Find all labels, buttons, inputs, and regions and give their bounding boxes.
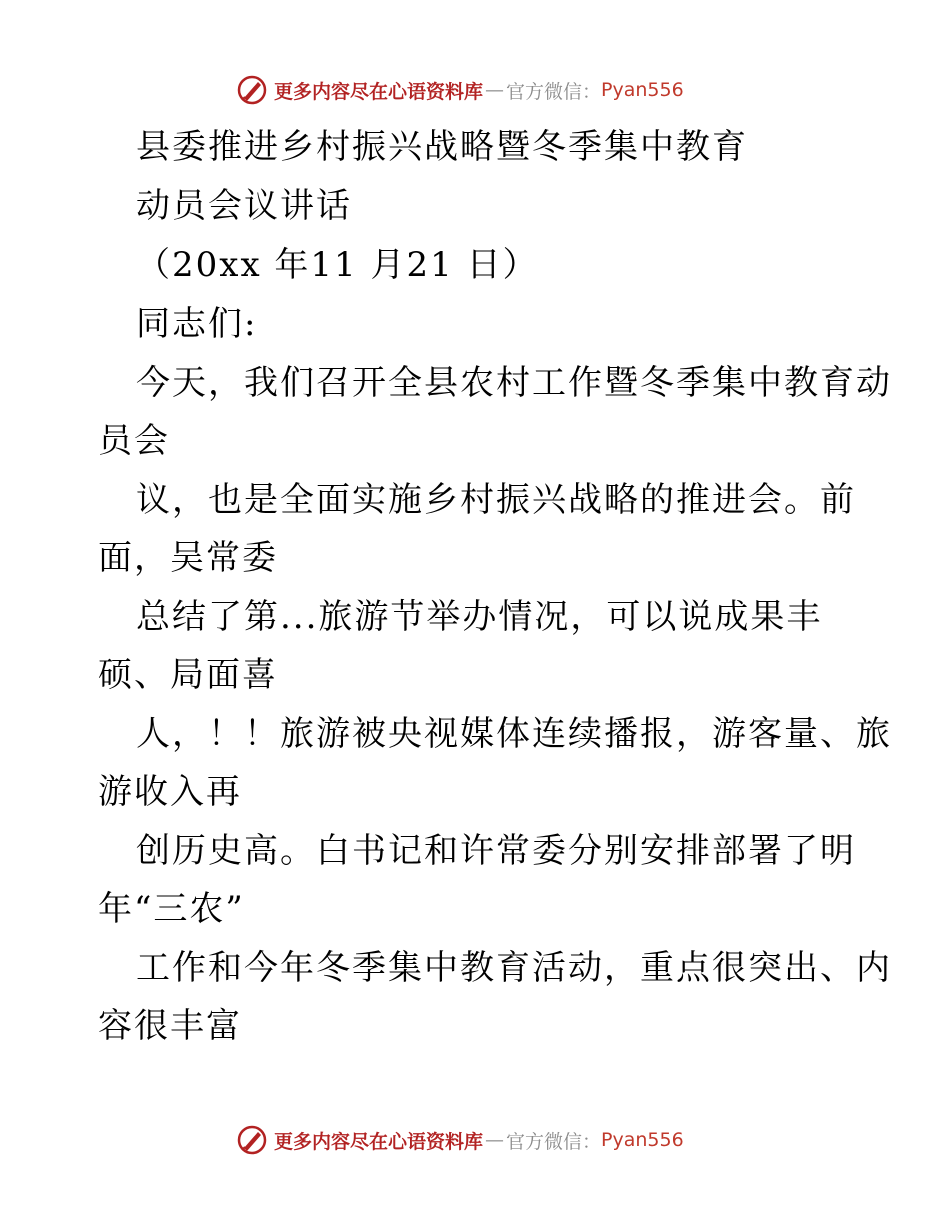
document-salutation: 同志们: xyxy=(136,304,258,344)
body-line: 工作和今年冬季集中教育活动，重点很突出、内 xyxy=(136,948,892,988)
watermark-wechat-label: 官方微信： xyxy=(506,1130,602,1153)
watermark-wechat-id: Pyan556 xyxy=(601,1129,684,1151)
footer-watermark xyxy=(236,1123,684,1157)
body-line: 今天，我们召开全县农村工作暨冬季集中教育动 xyxy=(136,363,892,403)
body-line: 议，也是全面实施乡村振兴战略的推进会。前 xyxy=(136,480,856,520)
body-line: 创历史高。白书记和许常委分别安排部署了明 xyxy=(136,831,856,871)
body-line: 硕、局面喜 xyxy=(98,655,278,695)
watermark-separator: — xyxy=(485,1129,505,1151)
document-title-line-1: 县委推进乡村振兴战略暨冬季集中教育 xyxy=(136,127,748,167)
watermark-text: 更多内容尽在心语资料库 xyxy=(274,80,484,103)
watermark-separator: — xyxy=(485,79,505,101)
quill-seal-icon xyxy=(236,1124,268,1156)
body-line: 总结了第...旅游节举办情况，可以说成果丰 xyxy=(136,597,823,637)
body-line: 面，吴常委 xyxy=(98,538,278,578)
body-line: 容很丰富 xyxy=(98,1006,242,1046)
watermark-wechat-label: 官方微信： xyxy=(506,80,602,103)
header-watermark xyxy=(236,73,684,107)
body-line: 员会 xyxy=(98,421,170,461)
body-line: 人，！！旅游被央视媒体连续播报，游客量、旅 xyxy=(136,714,892,754)
watermark-wechat-id: Pyan556 xyxy=(601,79,684,101)
watermark-text: 更多内容尽在心语资料库 xyxy=(274,1130,484,1153)
document-date: （20xx 年11 月21 日） xyxy=(136,245,539,285)
quill-seal-icon xyxy=(236,74,268,106)
body-line: 年“三农” xyxy=(98,889,245,929)
document-title-line-2: 动员会议讲话 xyxy=(136,186,352,226)
body-line: 游收入再 xyxy=(98,772,242,812)
